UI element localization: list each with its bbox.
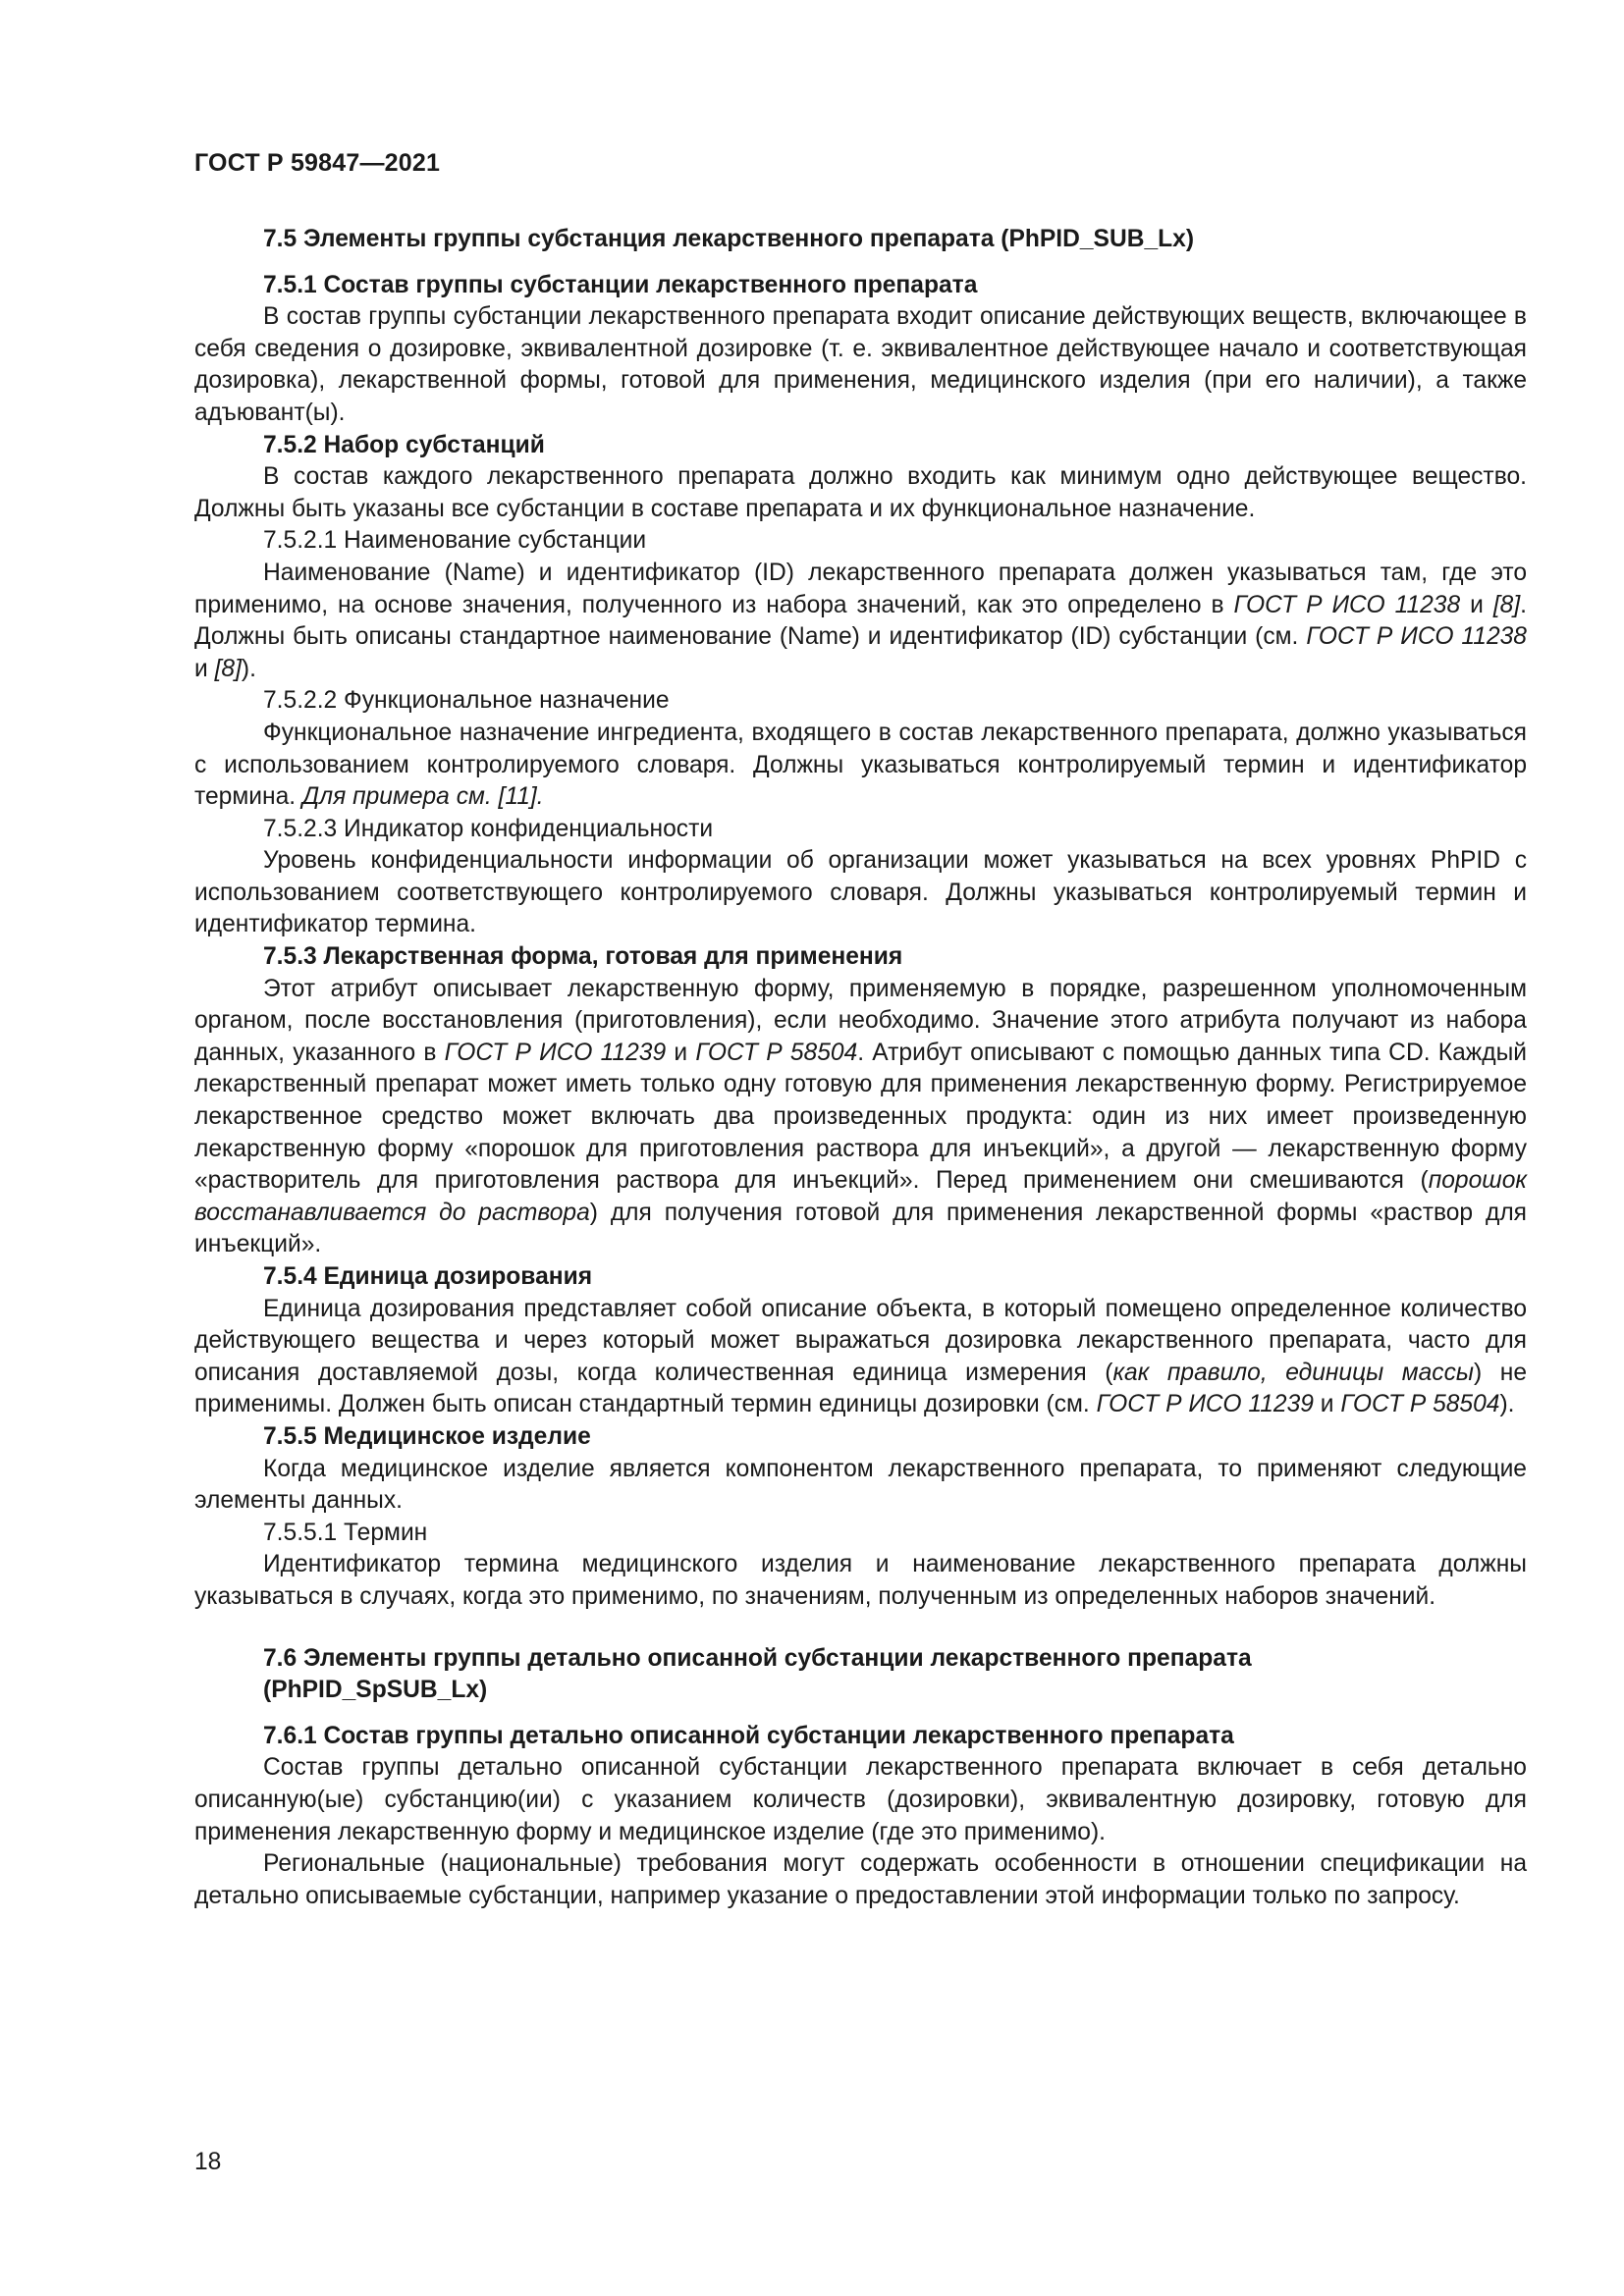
document-code: ГОСТ Р 59847—2021 [194, 149, 441, 177]
reference-gost-iso-11239: ГОСТ Р ИСО 11239 [444, 1039, 667, 1066]
section-7-5-2-heading: 7.5.2 Набор субстанций [263, 431, 545, 458]
reference-gost-iso-11238: ГОСТ Р ИСО 11238 [1306, 623, 1527, 651]
section-7-5-5-paragraph: Когда медицинское изделие является компонентом лекарственного препарата, то применяют следующие элементы данных. [194, 1455, 1527, 1515]
section-7-6-1-heading: 7.6.1 Состав группы детально описанной субстанции лекарственного препарата [263, 1722, 1234, 1749]
section-7-5-heading: 7.5 Элементы группы субстанция лекарственного препарата (PhPID_SUB_Lx) [263, 226, 1195, 252]
section-7-5-5-1-paragraph: Идентификатор термина медицинского изделия и наименование лекарственного препарата должны указываться в случаях, когда это применимо, по значениям, полученным из определенных наборов значений. [194, 1551, 1527, 1610]
section-7-5-2-paragraph: В состав каждого лекарственного препарата должно входить как минимум одно действующее вещество. Должны быть указаны все субстанции в составе препарата и их функциональное назначение. [194, 463, 1527, 522]
reference-11: Для примера см. [11]. [301, 783, 544, 811]
section-7-5-4-heading: 7.5.4 Единица дозирования [263, 1263, 593, 1290]
section-7-6-heading: 7.6 Элементы группы детально описанной субстанции лекарственного препарата (PhPID_SpSUB_Lx) [263, 1644, 1252, 1704]
section-7-5-2-1-heading: 7.5.2.1 Наименование субстанции [263, 527, 647, 555]
reference-8: [8] [214, 655, 242, 682]
section-7-6-1-paragraph-2: Региональные (национальные) требования могут содержать особенности в отношении спецификации на детально описываемые субстанции, например указание о предоставлении этой информации только по запросу. [194, 1850, 1527, 1909]
section-7-6-1-paragraph-1: Состав группы детально описанной субстанции лекарственного препарата включает в себя детально описанную(ые) субстанцию(ии) с указанием количеств (дозировки), эквивалентную дозировку, готовую для применения лекарственную форму и медицинское изделие (где это применимо). [194, 1754, 1527, 1845]
document-body [194, 224, 1527, 1912]
reference-gost-58504: ГОСТ Р 58504 [695, 1039, 858, 1066]
page-number: 18 [194, 2149, 222, 2175]
reference-gost-58504: ГОСТ Р 58504 [1340, 1391, 1500, 1418]
section-7-5-3-paragraph: Этот атрибут описывает лекарственную форму, применяемую в порядке, разрешенном уполномоченным органом, после восстановления (приготовления), если необходимо. Значение этого атрибута получают из набора данных, указанного в ГОСТ Р ИСО 11239 и ГОСТ Р 58504. Атрибут описывают с помощью данных типа CD. Каждый лекарственный препарат может иметь только одну готовую для применения лекарственную форму. Регистрируемое лекарственное средство может включать два произведенных продукта: один из них имеет произведенную лекарственную форму «порошок для приготовления раствора для инъекций», а другой — лекарственную форму «растворитель для приготовления раствора для инъекций». Перед применением они смешиваются (порошок восстанавливается до раствора) для получения готовой для применения лекарственной формы «раствор для инъекций». [194, 975, 1527, 1258]
reference-gost-iso-11239: ГОСТ Р ИСО 11239 [1096, 1391, 1314, 1418]
emphasis-text: как правило, единицы массы [1112, 1359, 1475, 1386]
section-7-5-1-paragraph: В состав группы субстанции лекарственного препарата входит описание действующих веществ, включающее в себя сведения о дозировке, эквивалентной дозировке (т. е. эквивалентное действующее начало и соответствующая дозировка), лекарственной формы, готовой для применения, медицинского изделия (при его наличии), а также адъювант(ы). [194, 303, 1527, 426]
section-7-5-3-heading: 7.5.3 Лекарственная форма, готовая для применения [263, 943, 903, 971]
section-7-5-2-2-paragraph: Функциональное назначение ингредиента, входящего в состав лекарственного препарата, должно указываться с использованием контролируемого словаря. Должны указываться контролируемый термин и идентификатор термина. Для примера см. [11]. [194, 719, 1527, 811]
section-7-5-4-paragraph: Единица дозирования представляет собой описание объекта, в который помещено определенное количество действующего вещества и через который может выражаться дозировка лекарственного препарата, часто для описания доставляемой дозы, когда количественная единица измерения (как правило, единицы массы) не применимы. Должен быть описан стандартный термин единицы дозировки (см. ГОСТ Р ИСО 11239 и ГОСТ Р 58504). [194, 1295, 1527, 1418]
section-7-5-2-3-paragraph: Уровень конфиденциальности информации об организации может указываться на всех уровнях PhPID с использованием соответствующего контролируемого словаря. Должны указываться контролируемый термин и идентификатор термина. [194, 847, 1527, 938]
section-7-5-2-2-heading: 7.5.2.2 Функциональное назначение [263, 687, 670, 715]
emphasis-text: порошок восстанавливается до раствора [194, 1167, 1527, 1226]
reference-gost-iso-11238: ГОСТ Р ИСО 11238 [1233, 591, 1461, 618]
section-7-5-5-heading: 7.5.5 Медицинское изделие [263, 1422, 591, 1450]
reference-8: [8] [1492, 591, 1521, 618]
section-7-5-1-heading: 7.5.1 Состав группы субстанции лекарственного препарата [263, 271, 978, 298]
section-7-5-5-1-heading: 7.5.5.1 Термин [263, 1519, 428, 1546]
section-7-5-2-3-heading: 7.5.2.3 Индикатор конфиденциальности [263, 815, 714, 842]
section-7-5-2-1-paragraph: Наименование (Name) и идентификатор (ID) лекарственного препарата должен указываться там, где это применимо, на основе значения, полученного из набора значений, как это определено в ГОСТ Р ИСО 11238 и [8]. Должны быть описаны стандартное наименование (Name) и идентификатор (ID) субстанции (см. ГОСТ Р ИСО 11238 и [8]). [194, 559, 1527, 682]
